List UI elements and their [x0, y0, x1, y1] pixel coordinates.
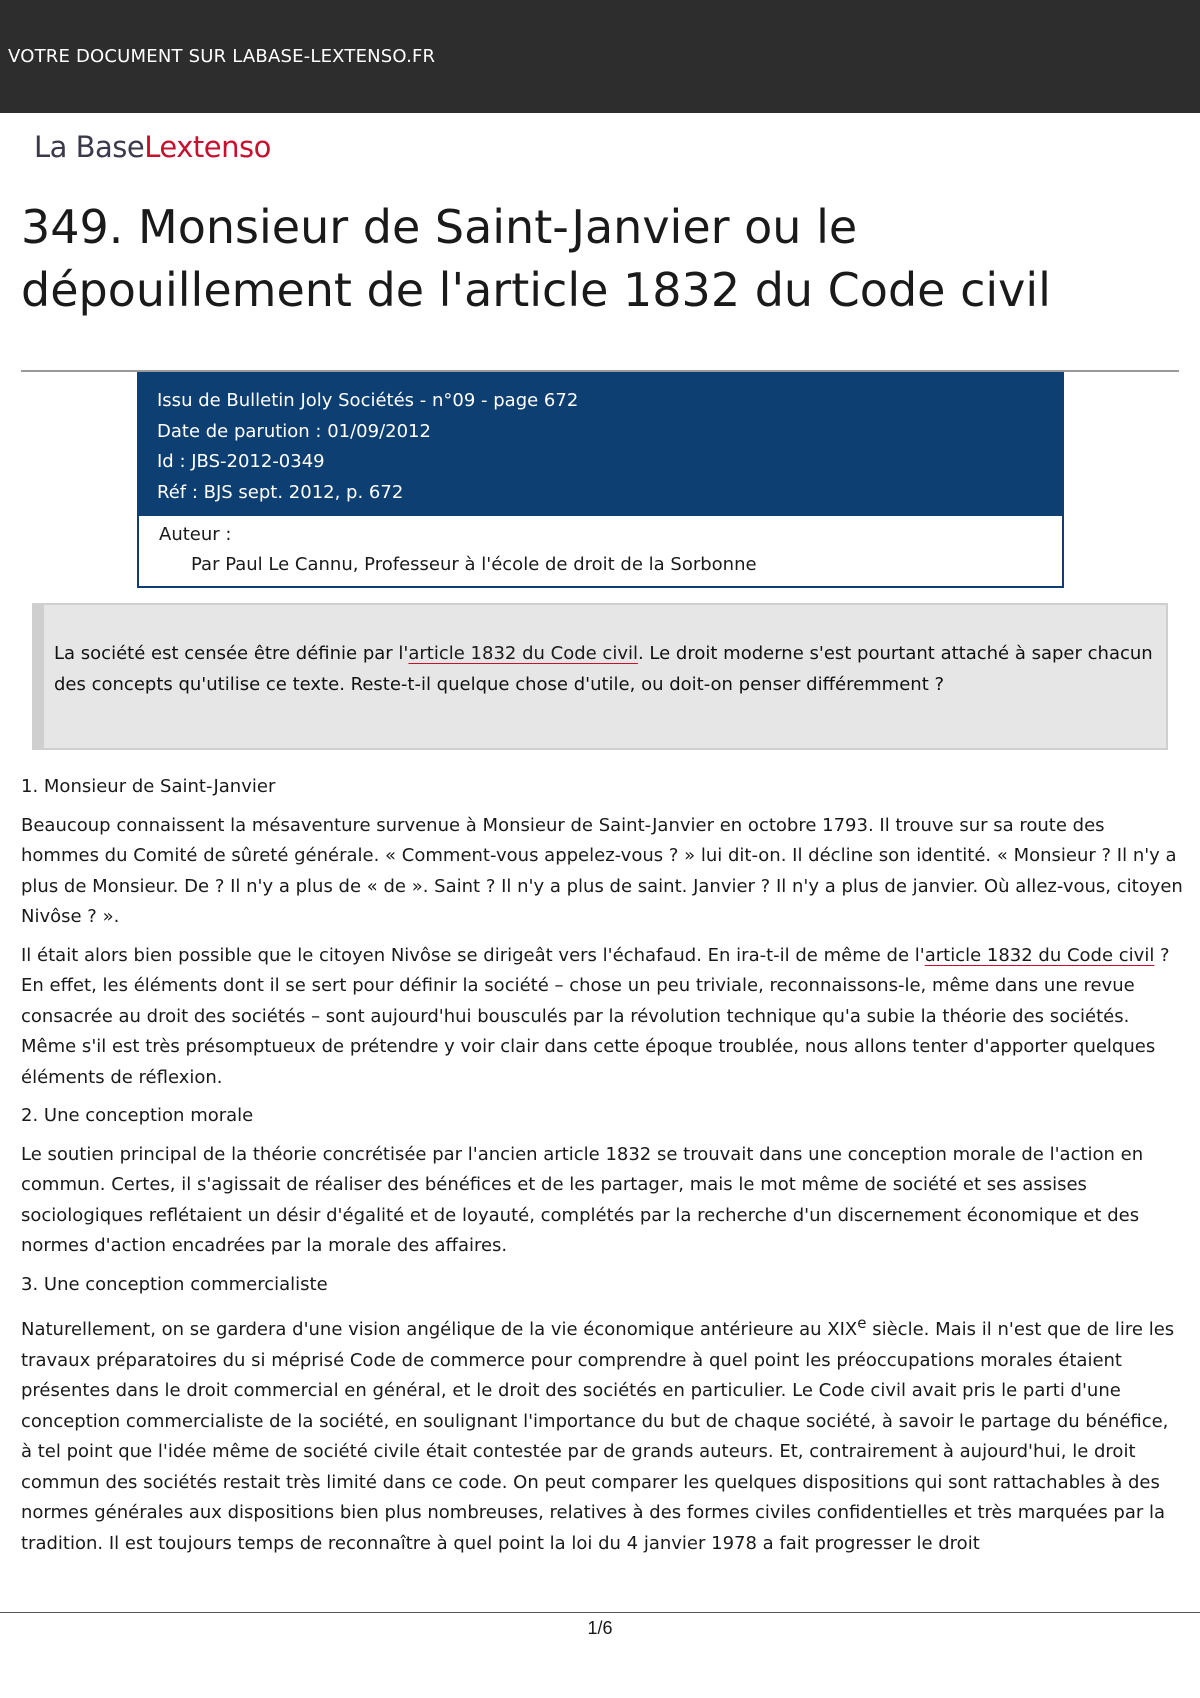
- ref-line: Réf : BJS sept. 2012, p. 672: [157, 481, 404, 503]
- paragraph: [21, 941, 1183, 1094]
- abstract-box: [32, 603, 1168, 750]
- paragraph: Le soutien principal de la théorie concrétisée par l'ancien article 1832 se trouvait dans une conception morale de l'action en commun. Certes, il s'agissait de réaliser des bénéfices et de les partager, mais le mot même de société et ses assises sociologiques reflétaient un désir d'égalité et de loyauté, complétés par la recherche d'un discernement économique et des normes d'action encadrées par la morale des affaires.: [21, 1143, 1144, 1256]
- paragraph-text: Naturellement, on se gardera d'une vision angélique de la vie économique antérieure au XIX: [21, 1319, 858, 1340]
- top-banner-text: VOTRE DOCUMENT SUR LABASE-LEXTENSO.FR: [8, 45, 436, 67]
- labase-lextenso-logo[interactable]: [34, 130, 271, 164]
- document-title: [21, 196, 1181, 322]
- article-1832-link[interactable]: article 1832 du Code civil: [924, 944, 1155, 966]
- title-line-2: dépouillement de l'article 1832 du Code civil: [21, 263, 1051, 317]
- author-name: Par Paul Le Cannu, Professeur à l'école de droit de la Sorbonne: [191, 554, 757, 575]
- abstract-text-start: La société est censée être définie par l': [54, 643, 409, 664]
- abstract-text-end: . Le droit moderne s'est pourtant attaché à saper chacun des concepts qu'utilise ce texte. Reste-t-il quelque chose d'utile, ou doit-on penser différemment ?: [54, 643, 1153, 695]
- article-1832-link[interactable]: article 1832 du Code civil: [408, 643, 638, 664]
- page-number: 1/6: [587, 1618, 613, 1638]
- date-line: Date de parution : 01/09/2012: [157, 420, 431, 442]
- top-banner: [0, 0, 1200, 113]
- paragraph: Beaucoup connaissent la mésaventure survenue à Monsieur de Saint-Janvier en octobre 1793. Il trouve sur sa route des hommes du Comité de sûreté générale. « Comment-vous appelez-vous ? » lui dit-on. Il décline son identité. « Monsieur ? Il n'y a plus de Monsieur. De ? Il n'y a plus de « de ». Saint ? Il n'y a plus de saint. Janvier ? Il n'y a plus de janvier. Où allez-vous, citoyen Nivôse ? ».: [21, 814, 1183, 927]
- author-box: [137, 516, 1064, 588]
- author-label: Auteur :: [159, 524, 232, 545]
- publication-info-box: [137, 372, 1064, 516]
- paragraph-text: Il était alors bien possible que le citoyen Nivôse se dirigeât vers l'échafaud. En ira-t-il de même de l': [21, 944, 925, 966]
- footer-divider: [0, 1612, 1200, 1613]
- id-line: Id : JBS-2012-0349: [157, 451, 325, 472]
- title-line-1: 349. Monsieur de Saint-Janvier ou le: [21, 200, 858, 254]
- paragraph: [21, 1308, 1183, 1559]
- section-heading-3: 3. Une conception commercialiste: [21, 1273, 328, 1295]
- paragraph-text: ? En effet, les éléments dont il se sert pour définir la société – chose un peu triviale, reconnaissons-le, même dans une revue consacrée au droit des sociétés – sont aujourd'hui bousculés par la révolution technique qu'a subie la théorie des sociétés. Même s'il est très présomptueux de prétendre y voir clair dans cette époque troublée, nous allons tenter d'apporter quelques éléments de réflexion.: [21, 944, 1170, 1088]
- section-heading-1: 1. Monsieur de Saint-Janvier: [21, 776, 276, 797]
- article-body: [21, 772, 1183, 1567]
- logo-part-labase: La Base: [34, 130, 145, 164]
- logo-part-lextenso: Lextenso: [144, 130, 271, 164]
- issue-line: Issu de Bulletin Joly Sociétés - n°09 - page 672: [157, 390, 579, 411]
- section-heading-2: 2. Une conception morale: [21, 1105, 254, 1126]
- paragraph-text: siècle. Mais il n'est que de lire les travaux préparatoires du si méprisé Code de commerce pour comprendre à quel point les préoccupations morales étaient présentes dans le droit commercial en général, et le droit des sociétés en particulier. Le Code civil avait pris le parti d'une conception commercialiste de la société, en soulignant l'importance du but de chaque société, à savoir le partage du bénéfice, à tel point que l'idée même de société civile était contestée par de grands auteurs. Et, contrairement à aujourd'hui, le droit commun des sociétés restait très limité dans ce code. On peut comparer les quelques dispositions qui sont rattachables à des normes générales aux dispositions bien plus nombreuses, relatives à des formes civiles confidentielles et très marquées par la tradition. Il est toujours temps de reconnaître à quel point la loi du 4 janvier 1978 a fait progresser le droit: [21, 1319, 1175, 1554]
- century-superscript: e: [857, 1314, 867, 1332]
